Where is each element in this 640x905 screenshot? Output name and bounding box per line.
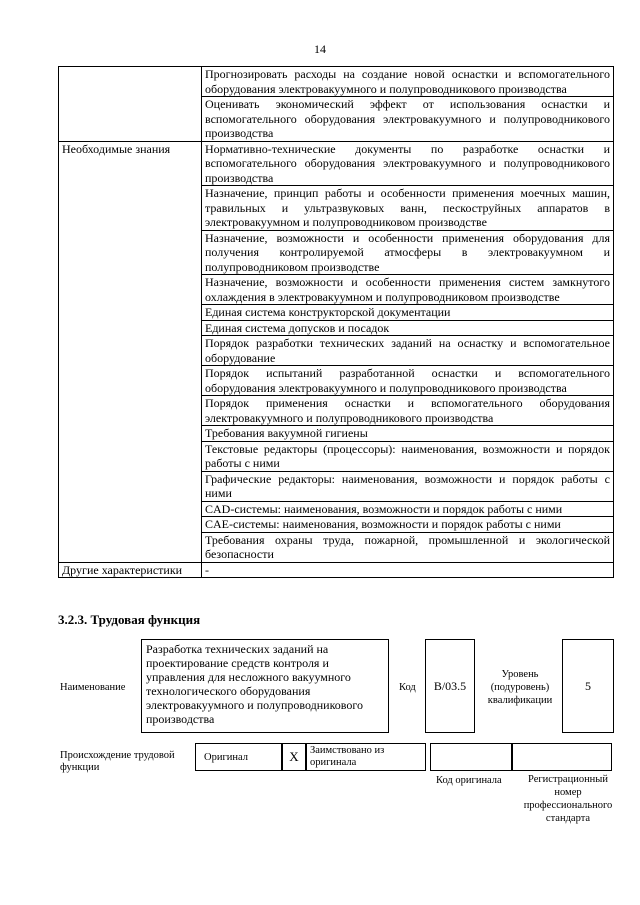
- original-mark-cell: [282, 743, 306, 771]
- row-text-cell: Графические редакторы: наименования, возможности и порядок работы с ними: [202, 471, 614, 501]
- row-text-cell: Текстовые редакторы (процессоры): наименования, возможности и порядок работы с ними: [202, 441, 614, 471]
- page-number: 14: [314, 42, 326, 56]
- row-text-cell: Порядок разработки технических заданий на оснастку и вспомогательное оборудование: [202, 336, 614, 366]
- reg-number-label: Регистрационный номер профессионального стандарта: [523, 774, 613, 824]
- row-text-cell: Нормативно-технические документы по разработке оснастки и вспомогательного оборудования электровакуумного и полупроводникового производства: [202, 141, 614, 186]
- row-label-cell: [59, 67, 202, 142]
- qualification-level-box: [562, 639, 614, 733]
- row-text-cell: -: [202, 562, 614, 578]
- row-text-cell: Оценивать экономический эффект от использования оснастки и вспомогательного оборудования электровакуумного и полупроводникового производства: [202, 97, 614, 142]
- borrowed-cell: [306, 743, 426, 771]
- row-text-cell: Единая система конструкторской документации: [202, 305, 614, 321]
- table-row: [59, 67, 614, 97]
- name-label: Наименование: [60, 682, 126, 693]
- row-text-cell: Единая система допусков и посадок: [202, 320, 614, 336]
- row-text-cell: CAD-системы: наименования, возможности и порядок работы с ними: [202, 501, 614, 517]
- borrowed-label: Заимствовано из оригинала: [310, 745, 385, 768]
- origin-row: [195, 743, 612, 771]
- code-label: Код: [399, 682, 416, 693]
- row-text-cell: Назначение, возможности и особенности применения систем замкнутого охлаждения в электровакуумном и полупроводниковом производстве: [202, 275, 614, 305]
- qualification-level-label: Уровень (подуровень) квалификации: [487, 669, 553, 706]
- row-text-cell: Назначение, принцип работы и особенности применения моечных машин, травильных и ультразвуковых ванн, пескоструйных аппаратов в электровакуумном и полупроводниковом производстве: [202, 186, 614, 231]
- code-original-cell: [430, 743, 512, 771]
- row-text-cell: Требования охраны труда, пожарной, промышленной и экологической безопасности: [202, 532, 614, 562]
- original-label: Оригинал: [204, 751, 248, 763]
- row-label-cell: Необходимые знания: [59, 141, 202, 562]
- row-text-cell: Прогнозировать расходы на создание новой оснастки и вспомогательного оборудования электровакуумного и полупроводникового производства: [202, 67, 614, 97]
- row-text-cell: CAE-системы: наименования, возможности и порядок работы с ними: [202, 517, 614, 533]
- row-text-cell: Требования вакуумной гигиены: [202, 426, 614, 442]
- function-name-box: [141, 639, 389, 733]
- row-text-cell: Порядок испытаний разработанной оснастки и вспомогательного оборудования электровакуумного и полупроводникового производства: [202, 366, 614, 396]
- code-value: B/03.5: [433, 678, 467, 693]
- row-text-cell: Назначение, возможности и особенности применения оборудования для получения контролируемой атмосферы в электровакуумном и полупроводниковом производстве: [202, 230, 614, 275]
- table-row: [59, 141, 614, 186]
- row-text-cell: Порядок применения оснастки и вспомогательного оборудования электровакуумного и полупроводникового производства: [202, 396, 614, 426]
- qualification-level-value: 5: [585, 678, 591, 693]
- original-cell: [195, 743, 282, 771]
- row-label-cell: Другие характеристики: [59, 562, 202, 578]
- reg-number-cell: [512, 743, 612, 771]
- section-title: 3.2.3. Трудовая функция: [58, 612, 201, 627]
- function-name-value: Разработка технических заданий на проектирование средств контроля и управления для несложного вакуумного технологического оборудования электровакуумного и полупроводникового производства: [146, 642, 363, 726]
- code-box: [425, 639, 475, 733]
- origin-label: Происхождение трудовой функции: [60, 750, 175, 773]
- table-row: [59, 562, 614, 578]
- original-mark: X: [289, 749, 299, 764]
- code-original-label: Код оригинала: [436, 775, 502, 786]
- requirements-table: [58, 66, 614, 578]
